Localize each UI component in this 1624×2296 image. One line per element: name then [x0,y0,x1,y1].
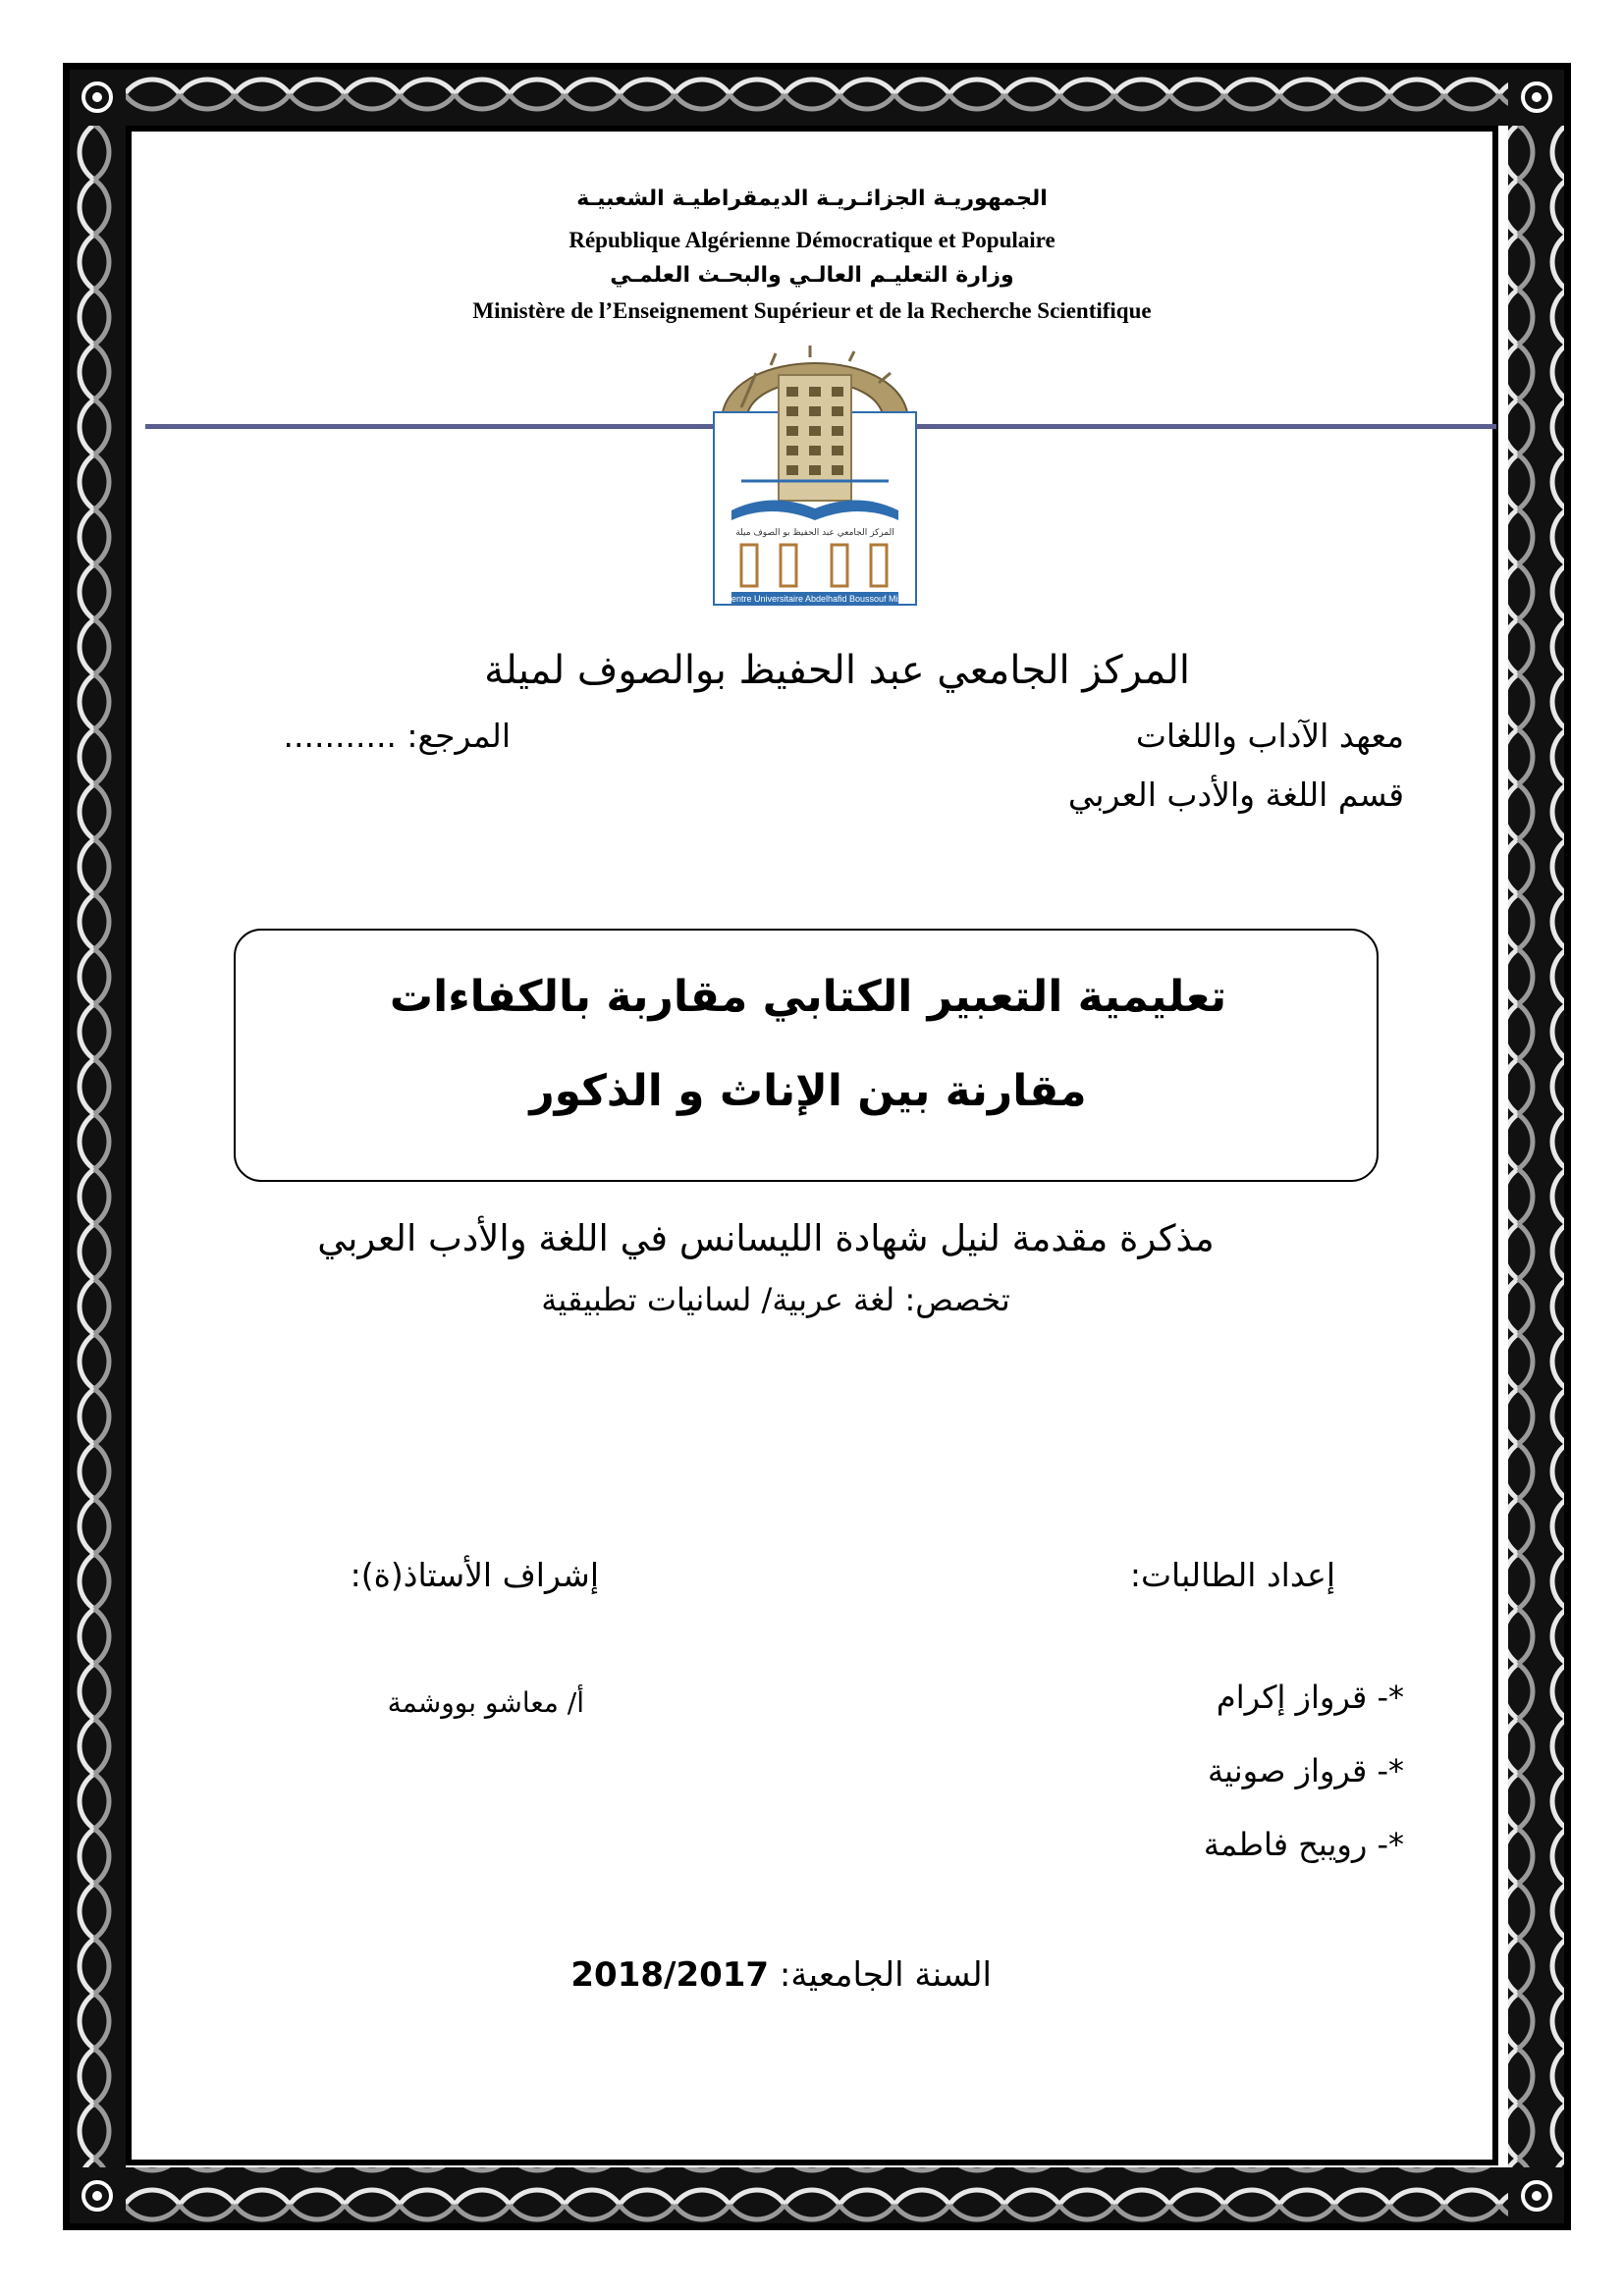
center-name: المركز الجامعي عبد الحفيظ بوالصوف لميلة [484,648,1190,693]
bullet-marker: *- [1377,1679,1404,1716]
specialty-statement: تخصص: لغة عربية/ لسانيات تطبيقية [541,1281,1010,1318]
bullet-marker: *- [1377,1752,1404,1789]
reference-label: المرجع: ........... [283,717,511,755]
header-republic-french: République Algérienne Démocratique et Populaire [568,228,1056,252]
institute-name: معهد الآداب واللغات [1135,717,1404,755]
department-name: قسم اللغة والأدب العربي [1067,775,1404,814]
students-heading: إعداد الطالبات: [1129,1556,1335,1594]
header-republic-arabic: الجمهوريـة الجزائـريـة الديمقراطيـة الشعبيـة [576,187,1048,211]
header-ministry-arabic: وزارة التعليـم العالـي والبحـث العلمـي [610,263,1014,288]
logo-caption-french: Centre Universitaire Abdelhafid Boussouf Mila [725,594,905,604]
header-rule-left [145,424,717,429]
student-name: قرواز إكرام [1216,1679,1368,1716]
university-logo [712,314,918,609]
academic-year [0,1955,992,1995]
logo-caption-arabic: المركز الجامعي عبد الحفيظ بو الصوف ميلة [735,528,894,538]
header-ministry-french: Ministère de l’Enseignement Supérieur et de la Recherche Scientifique [472,298,1152,323]
thesis-title-box [234,929,1379,1182]
academic-year-label: السنة الجامعية: [779,1955,992,1995]
thesis-title-line1: تعليمية التعبير الكتابي مقاربة بالكفاءات [389,972,1227,1022]
supervisor-name: أ/ معاشو بووشمة [387,1686,584,1719]
student-item [0,1826,1404,1863]
student-name: رويبح فاطمة [1203,1826,1368,1863]
bullet-marker: *- [1377,1826,1404,1863]
student-name: قرواز صونية [1207,1752,1368,1789]
student-item [0,1752,1404,1789]
academic-year-value: 2018/2017 [570,1955,770,1995]
supervisor-heading: إشراف الأستاذ(ة): [350,1556,599,1594]
thesis-title-line2: مقارنة بين الإناث و الذكور [529,1066,1087,1116]
header-rule-right [915,424,1496,429]
degree-statement: مذكرة مقدمة لنيل شهادة الليسانس في اللغة والأدب العربي [317,1217,1215,1259]
